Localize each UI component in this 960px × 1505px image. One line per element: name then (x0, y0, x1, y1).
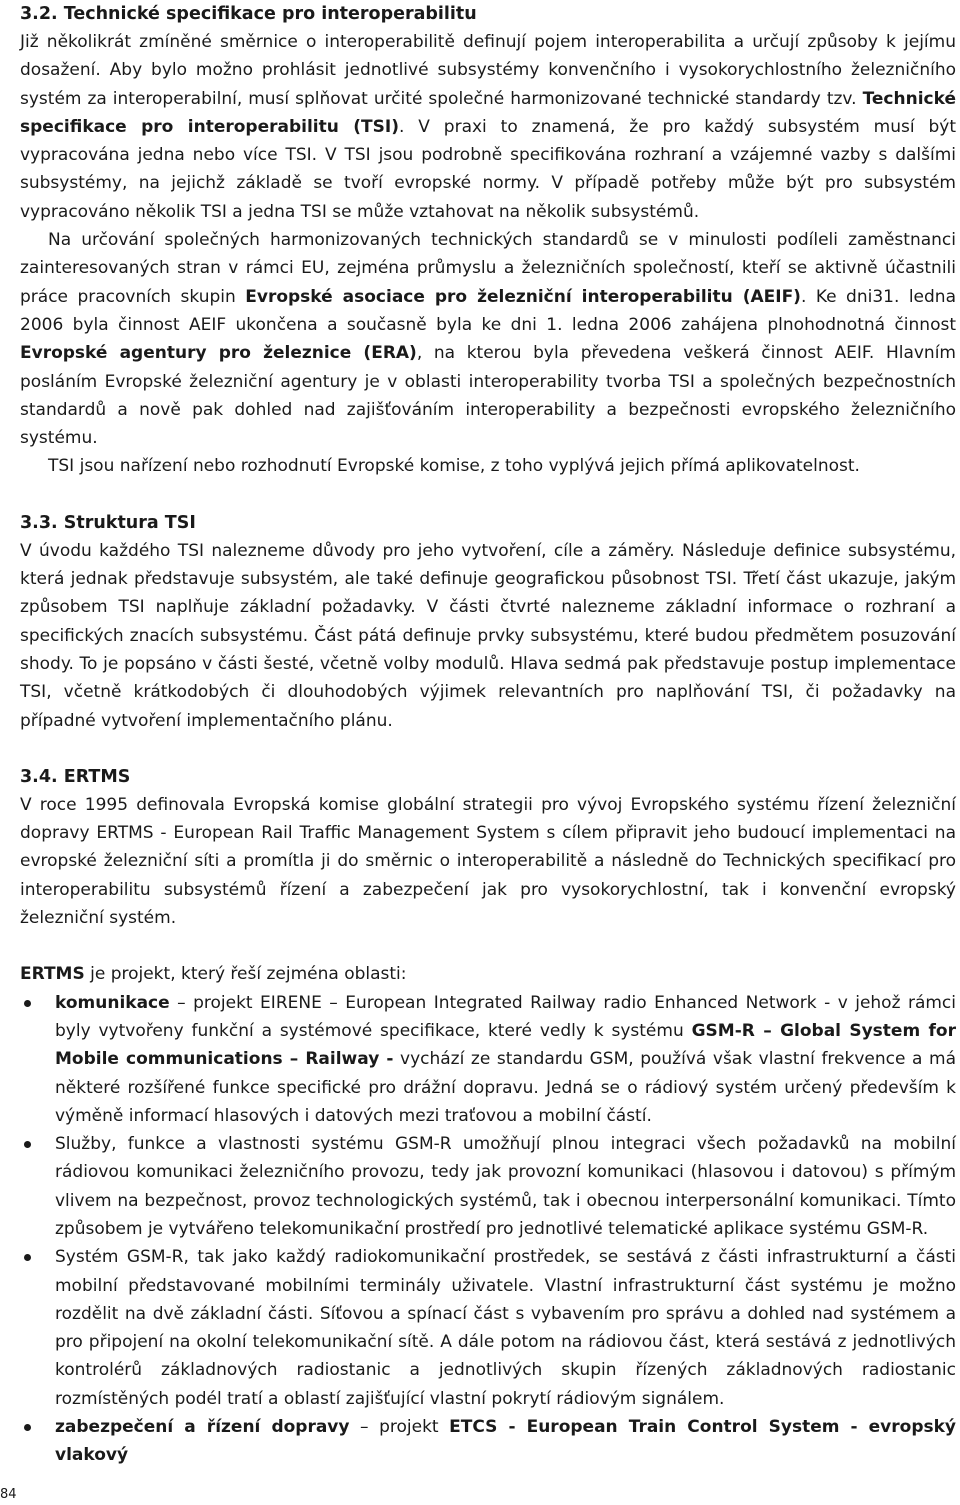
list-item-gsm-r-system: Systém GSM-R, tak jako každý radiokomunikační prostředek, se sestává z části infrastrukturní a části mobilní představované mobilními terminály uživatele. Vlastní infrastrukturní část systému je možno rozdělit na dvě základní části. Síťovou a spínací část s vybavením pro správu a dohled nad systémem a pro připojení na okolní telekomunikační sítě. A dále potom na rádiovou část, která sestává z jednotlivých kontrolérů základnových radiostanic a jednotlivých skupin řízených základnových radiostanic rozmístěných podél tratí a oblastí zajišťující vlastní pokrytí rádiovým signálem. (20, 1243, 956, 1413)
page-number: 84 (0, 1487, 17, 1502)
section-heading-3-4: 3.4. ERTMS (20, 766, 131, 787)
section-heading-3-2: 3.2. Technické specifikace pro interoperabilitu (20, 4, 477, 24)
paragraph-aeif-era: Na určování společných harmonizovaných technických standardů se v minulosti podíleli zaměstnanci zainteresovaných stran v rámci EU, zejména průmyslu a železničních společností, kteří se aktivně účastnili práce pracovních skupin Evropské asociace pro železniční interoperabilitu (AEIF). Ke dni31. ledna 2006 byla činnost AEIF ukončena a současně byla ke dni 1. ledna 2006 zahájena plnohodnotná činnost Evropské agentury pro železnice (ERA), na kterou byla převedena veškerá činnost AEIF. Hlavním posláním Evropské železniční agentury je v oblasti interoperability tvorba TSI a společných bezpečnostních standardů a nově pak dohled nad zajišťováním interoperability a bezpečnosti evropského železničního systému. (20, 230, 956, 449)
bold-term-aeif: Evropské asociace pro železniční interoperabilitu (AEIF) (245, 286, 801, 307)
section-heading-3-3: 3.3. Struktura TSI (20, 512, 196, 533)
list-item-communication: komunikace – projekt EIRENE – European Integrated Railway radio Enhanced Network - v jehož rámci byly vytvořeny funkční a systémové specifikace, které vedly k systému GSM-R – Global System for Mobile communications – Railway - vychází ze standardu GSM, používá však vlastní frekvence a má některé rozšířené funkce specifické pro drážní dopravu. Jedná se o rádiový systém určený především k výměně informací hlasových i datových mezi traťovou a mobilní částí. (20, 989, 956, 1130)
paragraph-tsi-regulation: TSI jsou nařízení nebo rozhodnutí Evropské komise, z toho vyplývá jejich přímá aplikovatelnost. (48, 456, 860, 477)
bold-term-ertms: ERTMS (20, 964, 85, 985)
paragraph-ertms-history: V roce 1995 definovala Evropská komise globální strategii pro vývoj Evropského systému řízení železniční dopravy ERTMS - European Rail Traffic Management System s cílem připravit jeho budoucí implementaci na evropské železniční síti a promítla ji do směrnic o interoperabilitě a následně do Technických specifikací pro interoperabilitu subsystémů řízení a zabezpečení jak pro vysokorychlostní, tak i konvenční evropský železniční systém. (20, 794, 956, 929)
paragraph-tsi-definition: Již několikrát zmíněné směrnice o interoperabilitě definují pojem interoperabilita a určují způsoby k jejímu dosažení. Aby bylo možno prohlásit jednotlivé subsystémy konvenčního i vysokorychlostního železničního systém za interoperabilní, musí splňovat určité společné harmonizované technické standardy tzv. Technické specifikace pro interoperabilitu (TSI). V praxi to znamená, že pro každý subsystém musí být vypracována jedna nebo více TSI. V TSI jsou podrobně specifikována rozhraní a vzájemné vazby s dalšími subsystémy, na jejichž základě se tvoří evropské normy. V případě potřeby může být pro subsystém vypracováno několik TSI a jedna TSI se může vztahovat na několik subsystémů. (20, 32, 956, 222)
bold-term-era: Evropské agentury pro železnice (ERA) (20, 343, 417, 364)
document-page (20, 0, 956, 1470)
paragraph-tsi-structure: V úvodu každého TSI nalezneme důvody pro jeho vytvoření, cíle a záměry. Následuje definice subsystému, která jednak představuje subsystém, ale také definuje geografickou působnost TSI. Třetí část ukazuje, jakým způsobem TSI naplňuje základní požadavky. V části čtvrté nalezneme základní informace o rozhraní a specifických znacích subsystému. Část pátá definuje prvky subsystému, které budou předmětem posuzování shody. To je popsáno v části šesté, včetně volby modulů. Hlava sedmá pak představuje postup implementace TSI, včetně krátkodobých či dlouhodobých výjimek relevantních pro naplňování TSI, či požadavky na případné vytvoření implementačního plánu. (20, 540, 956, 731)
list-item-train-control: zabezpečení a řízení dopravy – projekt ETCS - European Train Control System - evropský vlakový (20, 1413, 956, 1470)
list-item-gsm-r-services: Služby, funkce a vlastnosti systému GSM-R umožňují plnou integraci všech požadavků na mobilní rádiovou komunikaci železničního provozu, tedy jak provozní komunikaci (hlasovou i datovou) s přímým vlivem na bezpečnost, provoz technologických systémů, tak i obecnou interpersonální komunikaci. Tímto způsobem je vytvářeno telekomunikační prostředí pro jednotlivé telematické aplikace systému GSM-R. (20, 1130, 956, 1243)
paragraph-ertms-intro: ERTMS je projekt, který řeší zejména oblasti: (20, 964, 407, 985)
bold-term-tsi: Technické specifikace pro interoperabilitu (TSI) (20, 88, 956, 137)
bold-term-gsm-r: GSM-R – Global System for Mobile communications – Railway - (55, 1020, 956, 1070)
bold-term-etcs: ETCS - European Train Control System - evropský vlakový (55, 1417, 956, 1466)
ertms-areas-list (20, 989, 956, 1470)
